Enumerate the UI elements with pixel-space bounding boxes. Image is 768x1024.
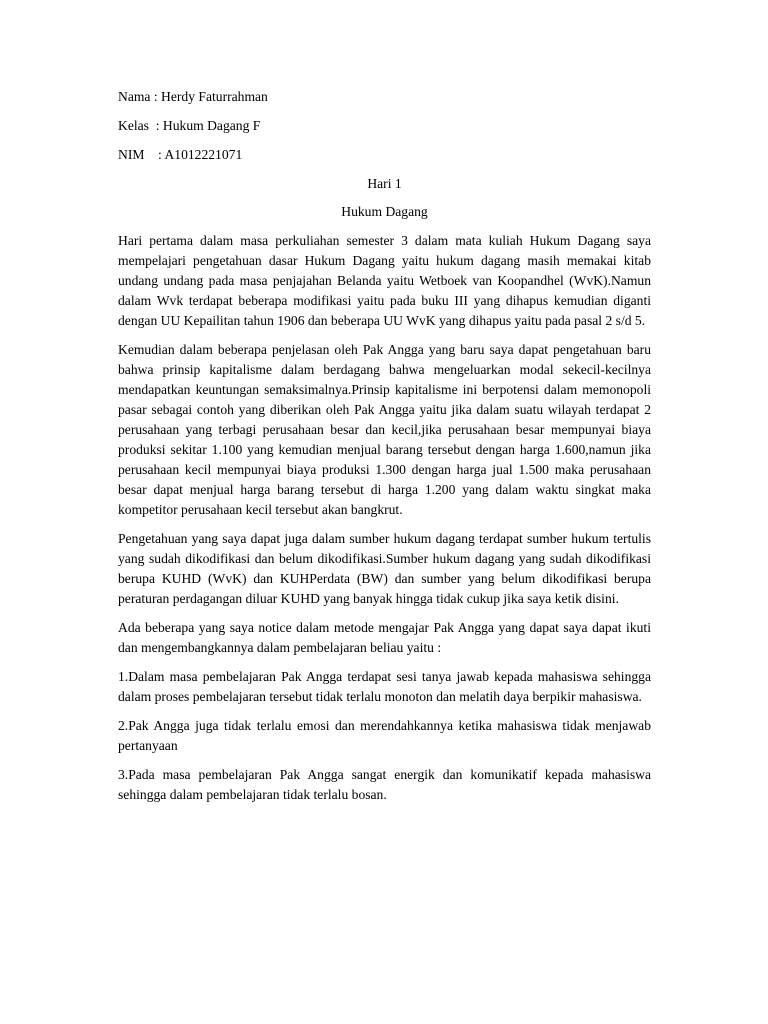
list-item-2: 2.Pak Angga juga tidak terlalu emosi dan merendahkannya ketika mahasiswa tidak menjawab pertanyaan [118,718,651,753]
list-item-3: 3.Pada masa pembelajaran Pak Angga sangat energik dan komunikatif kepada mahasiswa sehingga dalam pembelajaran tidak terlalu bosan. [118,767,651,802]
student-name-line: Nama : Herdy Faturrahman [118,89,268,104]
class-line: Kelas : Hukum Dagang F [118,118,261,133]
paragraph-capitalism: Kemudian dalam beberapa penjelasan oleh Pak Angga yang baru saya dapat pengetahuan baru bahwa prinsip kapitalisme dalam berdagang bahwa mengeluarkan modal sekecil-kecilnya mendapatkan keuntungan semaksimalnya.Prinsip kapitalisme ini berpotensi dalam memonopoli pasar sebagai contoh yang diberikan oleh Pak Angga yaitu jika dalam suatu wilayah terdapat 2 perusahaan yang terbagi perusahaan besar dan kecil,jika perusahaan besar mempunyai biaya produksi sekitar 1.100 yang kemudian menjual barang tersebut dengan harga 1.600,namun jika perusahaan kecil mempunyai biaya produksi 1.300 dengan harga jual 1.500 maka perusahaan besar dapat menjual harga barang tersebut di harga 1.200 yang dalam waktu singkat maka kompetitor perusahaan kecil tersebut akan bangkrut. [118,342,651,517]
subject-heading: Hukum Dagang [341,204,428,219]
paragraph-sources: Pengetahuan yang saya dapat juga dalam sumber hukum dagang terdapat sumber hukum tertulis yang sudah dikodifikasi dan belum dikodifikasi.Sumber hukum dagang yang sudah dikodifikasi berupa KUHD (WvK) dan KUHPerdata (BW) dan sumber yang belum dikodifikasi berupa peraturan perdagangan diluar KUHD yang banyak hingga tidak cukup jika saya ketik disini. [118,531,651,606]
list-item-1: 1.Dalam masa pembelajaran Pak Angga terdapat sesi tanya jawab kepada mahasiswa sehingga dalam proses pembelajaran tersebut tidak terlalu monoton dan melatih daya berpikir mahasiswa. [118,669,651,704]
paragraph-teaching-notes: Ada beberapa yang saya notice dalam metode mengajar Pak Angga yang dapat saya dapat ikuti dan mengembangkannya dalam pembelajaran beliau yaitu : [118,620,651,655]
document-page [118,87,651,814]
nim-line: NIM : A1012221071 [118,147,243,162]
day-heading: Hari 1 [367,176,402,191]
paragraph-intro: Hari pertama dalam masa perkuliahan semester 3 dalam mata kuliah Hukum Dagang saya mempelajari pengetahuan dasar Hukum Dagang yaitu hukum dagang masih memakai kitab undang undang pada masa penjajahan Belanda yaitu Wetboek van Koopandhel (WvK).Namun dalam Wvk terdapat beberapa modifikasi yaitu pada buku III yang dihapus kemudian diganti dengan UU Kepailitan tahun 1906 dan beberapa UU WvK yang dihapus yaitu pada pasal 2 s/d 5. [118,233,651,328]
